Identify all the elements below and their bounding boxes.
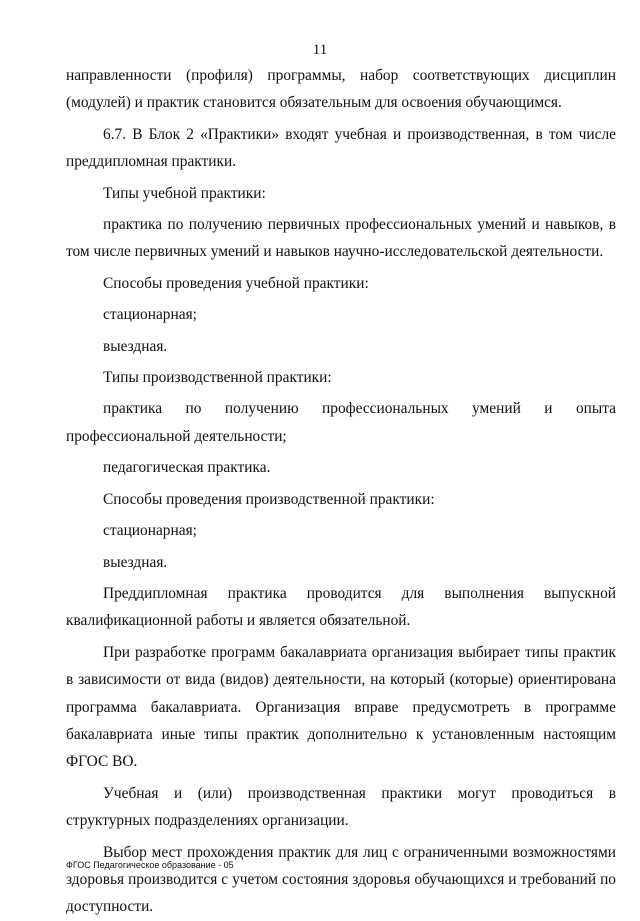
paragraph-educational-practice-types: Типы учебной практики: xyxy=(103,184,266,202)
paragraph-production-practice-types: Типы производственной практики: xyxy=(103,369,332,387)
list-item-stationary-2: стационарная; xyxy=(103,522,197,540)
body-text xyxy=(66,62,616,921)
paragraph-production-practice-methods: Способы проведения производственной практики: xyxy=(103,490,435,508)
list-item-field: выездная. xyxy=(103,337,168,355)
list-item-pedagogical-practice: педагогическая практика. xyxy=(103,459,271,477)
paragraph-primary-skills-practice: практика по получению первичных профессиональных умений и навыков, в том числе первичных умений и навыков научно-исследовательской деятельности. xyxy=(66,216,616,261)
page-footer: ФГОС Педагогическое образование - 05 xyxy=(66,860,234,870)
paragraph-professional-skills-practice: практика по получению профессиональных умений и опыта профессиональной деятельности; xyxy=(66,400,616,445)
paragraph-6-7: 6.7. В Блок 2 «Практики» входят учебная и производственная, в том числе преддипломная практики. xyxy=(66,125,616,171)
paragraph-educational-practice-methods: Способы проведения учебной практики: xyxy=(103,274,369,292)
paragraph-disabilities-placement: Выбор мест прохождения практик для лиц с ограниченными возможностями здоровья производится с учетом состояния здоровья обучающихся и требований по доступности. xyxy=(66,843,616,916)
page-number: 11 xyxy=(312,42,328,58)
list-item-stationary: стационарная; xyxy=(103,306,197,324)
paragraph-structural-units: Учебная и (или) производственная практики могут проводиться в структурных подразделениях организации. xyxy=(66,784,616,830)
paragraph-program-development: При разработке программ бакалавриата организация выбирает типы практик в зависимости от вида (видов) деятельности, на который (которые) ориентирована программа бакалавриата. Организация вправе предусмотреть в программе бакалавриата иные типы практик дополнительно к установленным настоящим ФГОС ВО. xyxy=(66,643,616,771)
list-item-field-2: выездная. xyxy=(103,553,168,571)
paragraph-continuation: направленности (профиля) программы, набор соответствующих дисциплин (модулей) и практик становится обязательным для освоения обучающимся. xyxy=(66,67,616,112)
paragraph-pre-diploma-practice: Преддипломная практика проводится для выполнения выпускной квалификационной работы и является обязательной. xyxy=(66,584,616,630)
